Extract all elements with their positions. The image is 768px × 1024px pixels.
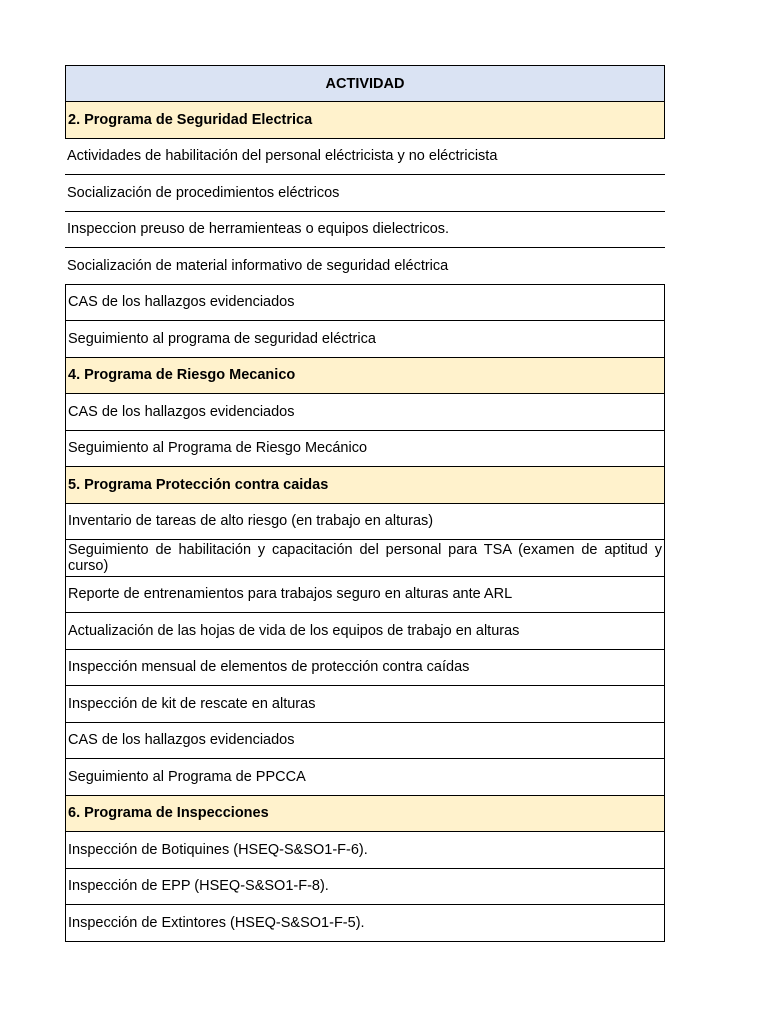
- section-title: 4. Programa de Riesgo Mecanico: [68, 367, 296, 384]
- activity-text: Inspección de kit de rescate en alturas: [68, 695, 316, 712]
- table-row: [65, 175, 665, 212]
- activity-text: CAS de los hallazgos evidenciados: [68, 403, 295, 420]
- table-row: [65, 723, 665, 760]
- activity-text: Actualización de las hojas de vida de los equipos de trabajo en alturas: [68, 622, 520, 639]
- table-row: [65, 540, 665, 577]
- table-row: [65, 869, 665, 906]
- table-row: [65, 285, 665, 322]
- activity-text: Seguimiento de habilitación y capacitación del personal para TSA (examen de aptitud y curso): [68, 542, 662, 574]
- activity-text: Reporte de entrenamientos para trabajos seguro en alturas ante ARL: [68, 586, 513, 603]
- column-header-label: ACTIVIDAD: [325, 75, 405, 92]
- section-title: 5. Programa Protección contra caidas: [68, 476, 329, 493]
- table-row: [65, 759, 665, 796]
- activity-text: CAS de los hallazgos evidenciados: [68, 294, 295, 311]
- section-title: 2. Programa de Seguridad Electrica: [68, 111, 313, 128]
- column-header-actividad: [65, 65, 665, 102]
- activity-text: Inspección de EPP (HSEQ-S&SO1-F-8).: [68, 878, 329, 895]
- table-body: [65, 102, 665, 942]
- table-row: [65, 613, 665, 650]
- table-row: [65, 504, 665, 541]
- section-row: [65, 102, 665, 139]
- table-row: [65, 394, 665, 431]
- table-row: [65, 212, 665, 249]
- section-row: [65, 467, 665, 504]
- table-row: [65, 686, 665, 723]
- section-row: [65, 796, 665, 833]
- activity-text: Seguimiento al Programa de PPCCA: [68, 768, 306, 785]
- activity-text: Actividades de habilitación del personal eléctricista y no eléctricista: [67, 148, 498, 165]
- section-row: [65, 358, 665, 395]
- section-title: 6. Programa de Inspecciones: [68, 805, 269, 822]
- activity-table: [65, 65, 665, 942]
- table-row: [65, 248, 665, 285]
- table-row: [65, 832, 665, 869]
- activity-text: Inspeccion preuso de herramienteas o equipos dielectricos.: [67, 221, 450, 238]
- activity-text: Socialización de procedimientos eléctricos: [67, 184, 340, 201]
- table-row: [65, 321, 665, 358]
- activity-text: Socialización de material informativo de seguridad eléctrica: [67, 257, 449, 274]
- table-row: [65, 431, 665, 468]
- activity-text: Inspección de Extintores (HSEQ-S&SO1-F-5).: [68, 914, 365, 931]
- table-row: [65, 577, 665, 614]
- table-row: [65, 650, 665, 687]
- activity-text: Seguimiento al Programa de Riesgo Mecánico: [68, 440, 368, 457]
- activity-text: Inspección de Botiquines (HSEQ-S&SO1-F-6).: [68, 841, 368, 858]
- activity-text: Inventario de tareas de alto riesgo (en trabajo en alturas): [68, 513, 434, 530]
- activity-text: CAS de los hallazgos evidenciados: [68, 732, 295, 749]
- table-row: [65, 905, 665, 942]
- table-row: [65, 139, 665, 176]
- activity-text: Seguimiento al programa de seguridad eléctrica: [68, 330, 376, 347]
- activity-text: Inspección mensual de elementos de protección contra caídas: [68, 659, 470, 676]
